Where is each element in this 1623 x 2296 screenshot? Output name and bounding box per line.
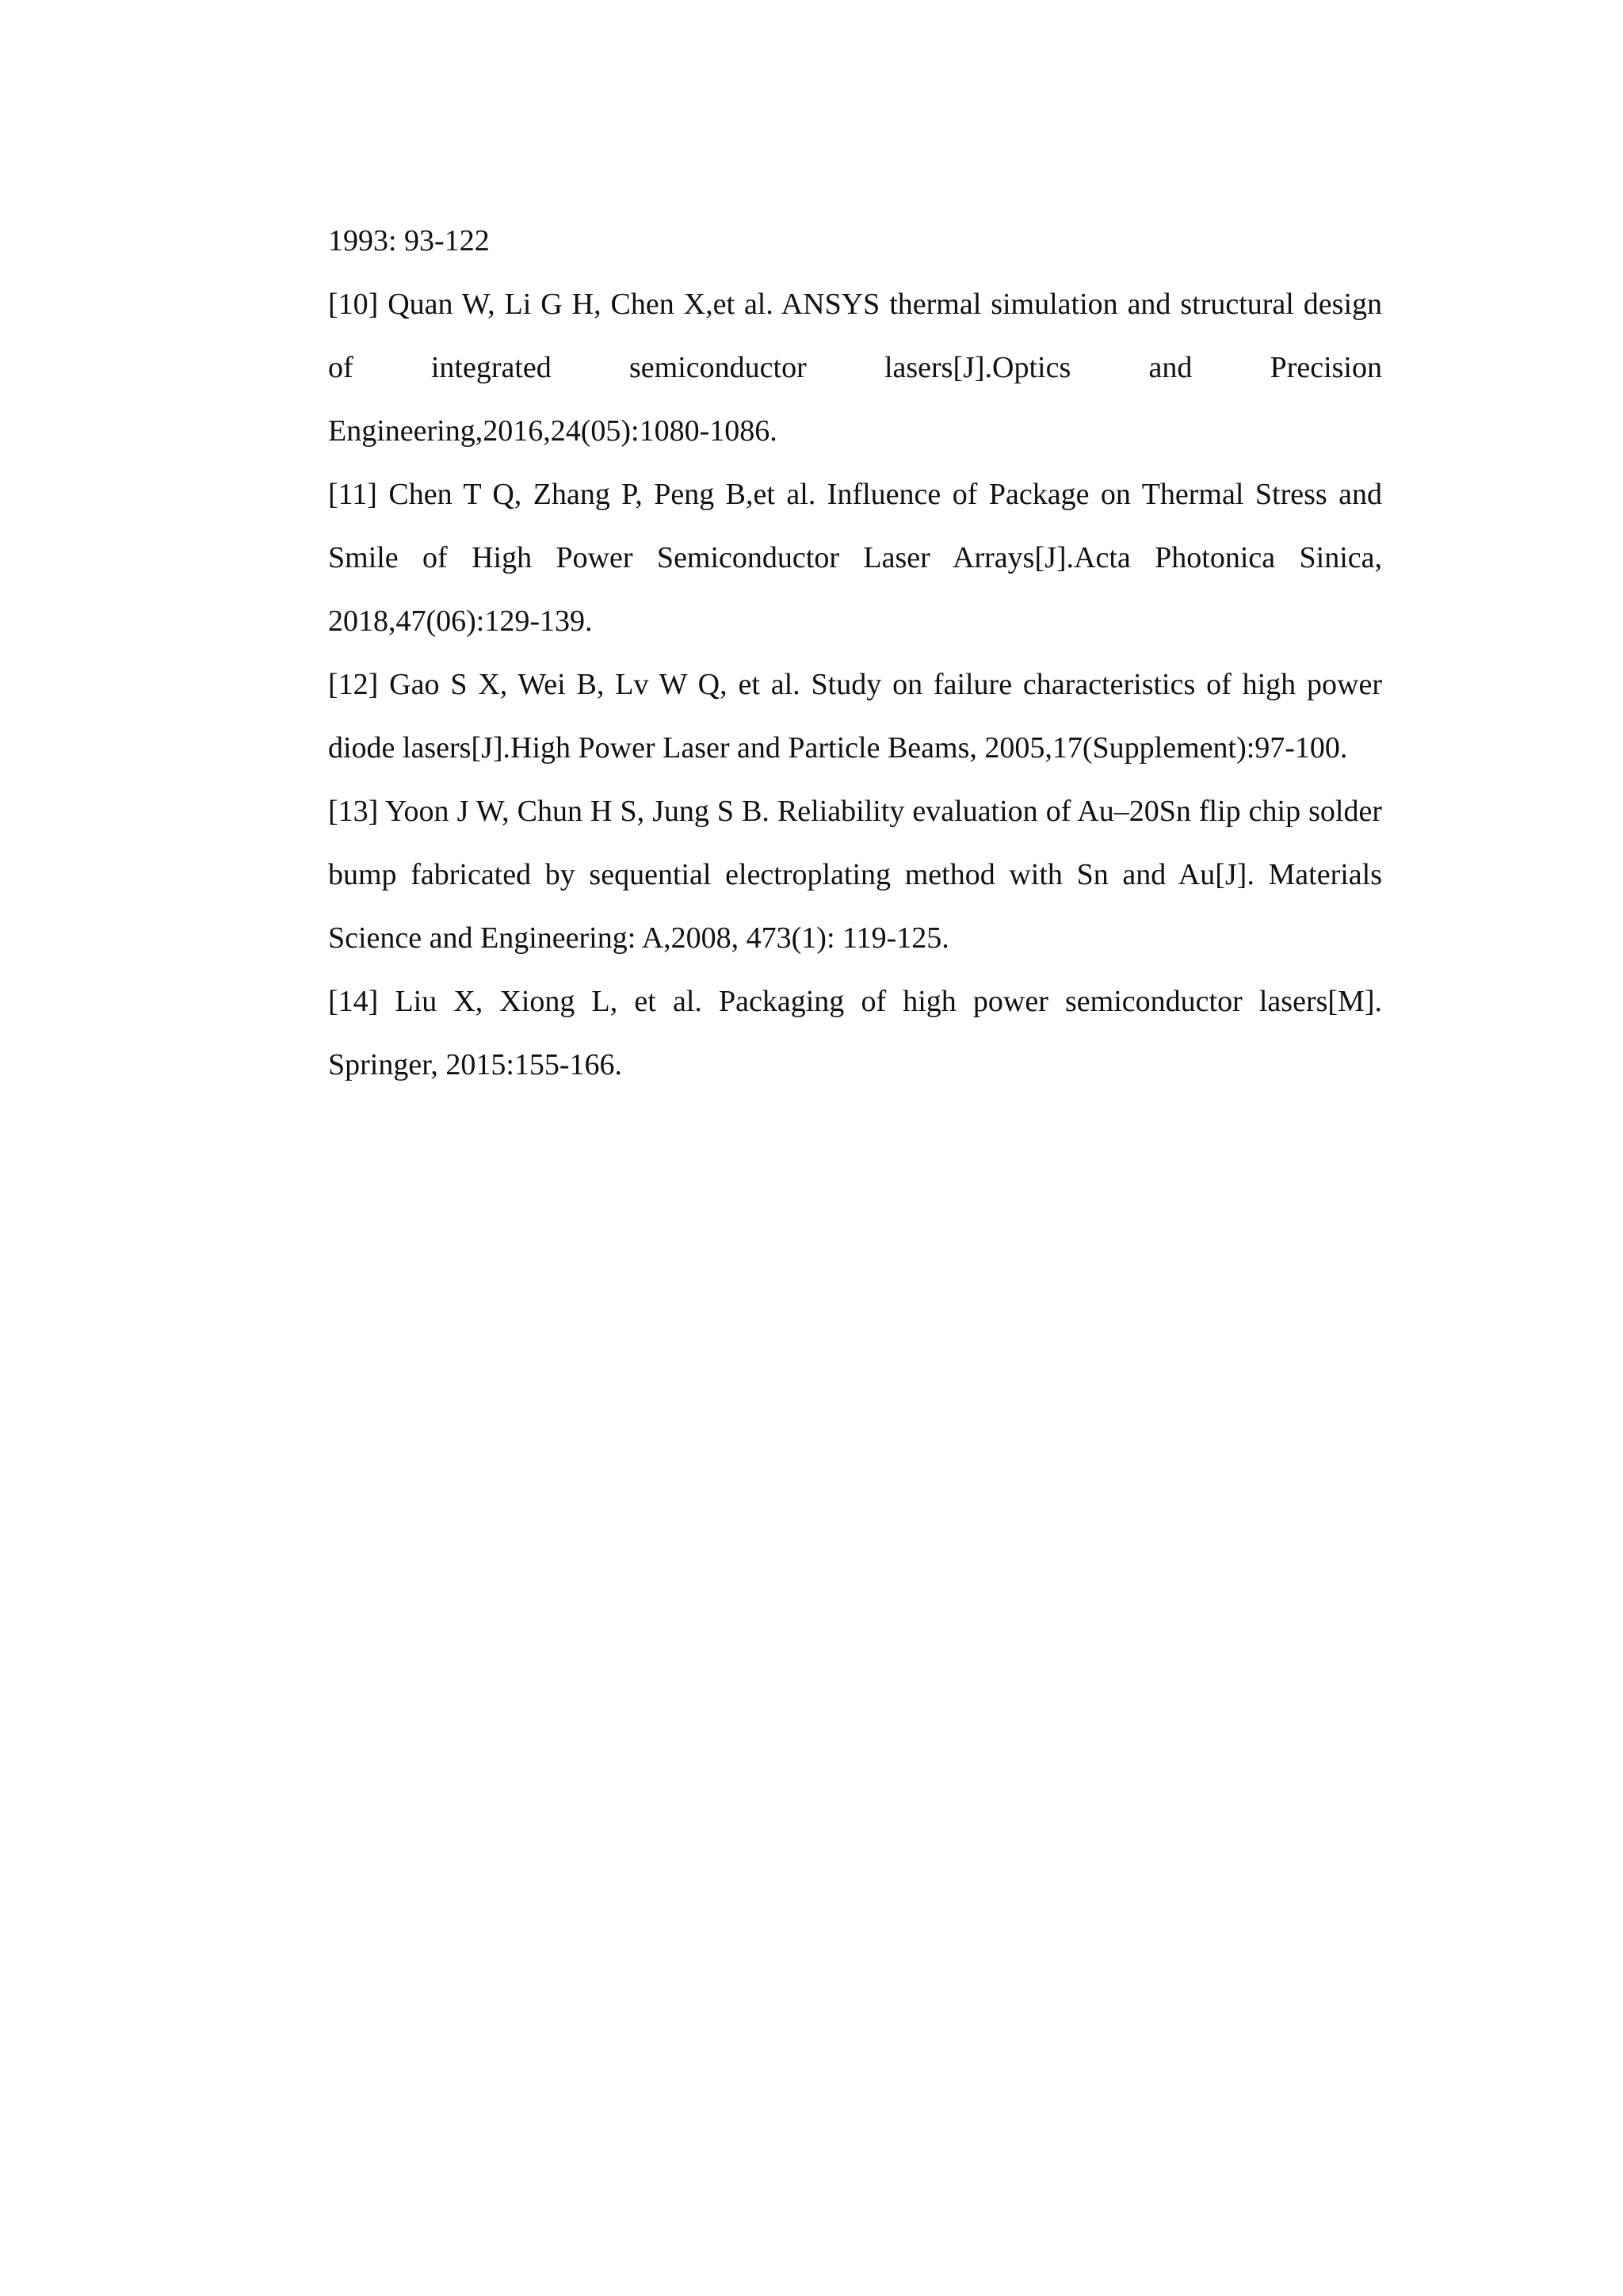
reference-item-14: [14] Liu X, Xiong L, et al. Packaging of high power semiconductor lasers[M]. Springer, 2015:155-166. (328, 985, 1382, 1081)
reference-item-13: [13] Yoon J W, Chun H S, Jung S B. Reliability evaluation of Au–20Sn flip chip solder bump fabricated by sequential electroplating method with Sn and Au[J]. Materials Science and Engineering: A,2008, 473(1): 119-125. (328, 795, 1382, 955)
reference-item-10: [10] Quan W, Li G H, Chen X,et al. ANSYS thermal simulation and structural design of integrated semiconductor lasers[J].Optics and Precision Engineering,2016,24(05):1080-1086. (328, 288, 1382, 448)
reference-item-12: [12] Gao S X, Wei B, Lv W Q, et al. Study on failure characteristics of high power diode lasers[J].High Power Laser and Particle Beams, 2005,17(Supplement):97-100. (328, 668, 1382, 765)
reference-continuation: 1993: 93-122 (328, 224, 490, 257)
reference-item-11: [11] Chen T Q, Zhang P, Peng B,et al. Influence of Package on Thermal Stress and Smile of High Power Semiconductor Laser Arrays[J].Acta Photonica Sinica, 2018,47(06):129-139. (328, 478, 1382, 638)
reference-list (328, 209, 1382, 1097)
